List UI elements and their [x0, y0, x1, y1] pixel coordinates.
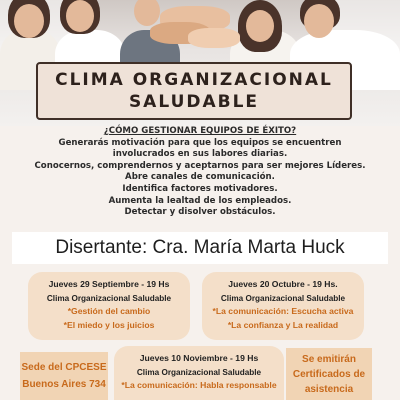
intro-line: involucrados en sus labores diarias. — [112, 149, 288, 160]
certificates-line: Certificados de — [292, 368, 366, 380]
session-card-1 — [28, 272, 190, 340]
team-hands-photo — [0, 0, 400, 126]
intro-line: Detectar y disolver obstáculos. — [124, 207, 276, 218]
certificates-line: Se emitirán — [302, 353, 356, 365]
session-date: Jueves 10 Noviembre - 19 Hs — [139, 353, 259, 363]
session-date: Jueves 29 Septiembre - 19 Hs — [48, 279, 170, 289]
intro-question: ¿CÓMO GESTIONAR EQUIPOS DE ÉXITO? — [103, 126, 297, 136]
person-face — [14, 4, 44, 38]
person-face — [134, 0, 160, 26]
session-item: *La comunicación: Habla responsable — [121, 380, 277, 390]
speaker-banner: Disertante: Cra. María Marta Huck — [12, 232, 388, 264]
session-topic: Clima Organizacional Saludable — [220, 293, 346, 303]
session-card-3 — [114, 346, 284, 400]
session-card-2 — [202, 272, 364, 340]
intro-line: Conocernos, comprendernos y aceptarnos para ser mejores Líderes. — [34, 160, 366, 171]
venue-line: Sede del CPCESE — [21, 362, 107, 373]
person-face — [66, 0, 94, 32]
venue-box — [20, 352, 108, 400]
session-item: *Gestión del cambio — [67, 306, 151, 316]
person-face — [246, 10, 274, 42]
person-face — [304, 4, 334, 38]
intro-line: Identifica factores motivadores. — [122, 183, 278, 194]
title-line-2: SALUDABLE — [128, 92, 260, 112]
session-date: Jueves 20 Octubre - 19 Hs. — [228, 279, 338, 289]
stacked-hands — [188, 28, 240, 48]
venue-line: Buenos Aires 734 — [22, 379, 106, 390]
session-item: *La comunicación: Escucha activa — [212, 306, 354, 316]
title-line-1: CLIMA ORGANIZACIONAL — [55, 70, 333, 90]
intro-section — [0, 126, 400, 219]
session-topic: Clima Organizacional Saludable — [46, 293, 172, 303]
intro-line: Generarás motivación para que los equipos se encuentren — [58, 137, 342, 148]
session-item: *La confianza y La realidad — [227, 319, 339, 330]
title-banner — [36, 62, 352, 120]
certificates-line: asistencia — [304, 383, 354, 395]
session-item: *El miedo y los juicios — [63, 319, 155, 330]
certificates-box — [286, 348, 372, 400]
intro-line: Abre canales de comunicación. — [125, 172, 275, 183]
intro-line: Aumenta la lealtad de los empleados. — [108, 195, 292, 206]
session-topic: Clima Organizacional Saludable — [136, 367, 262, 377]
